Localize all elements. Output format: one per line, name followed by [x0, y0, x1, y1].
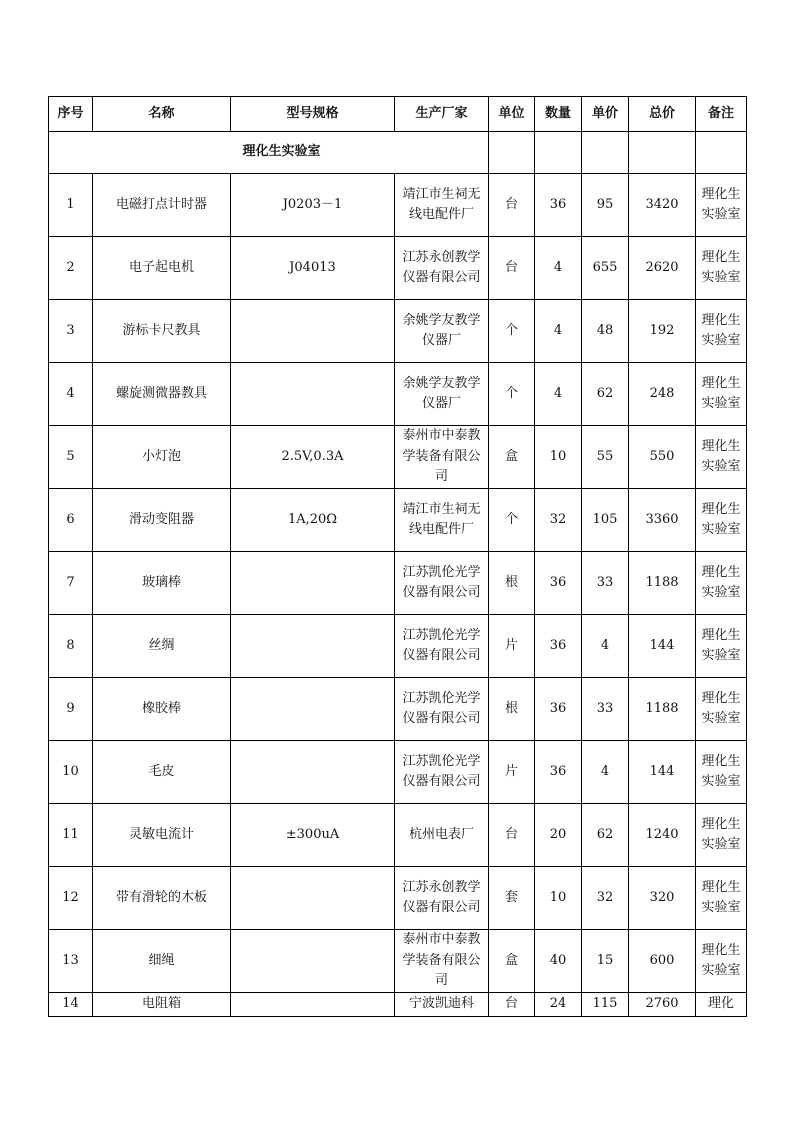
item-name: 滑动变阻器 — [93, 489, 231, 552]
item-total: 144 — [629, 615, 696, 678]
item-name: 毛皮 — [93, 741, 231, 804]
item-quantity: 32 — [535, 489, 582, 552]
item-maker: 江苏永创教学仪器有限公司 — [395, 237, 489, 300]
table-row — [49, 930, 747, 993]
row-number: 5 — [49, 426, 93, 489]
header-cell: 单位 — [489, 97, 535, 132]
row-number: 11 — [49, 804, 93, 867]
item-price: 655 — [582, 237, 629, 300]
item-unit: 片 — [489, 615, 535, 678]
item-price: 62 — [582, 804, 629, 867]
item-maker: 余姚学友教学仪器厂 — [395, 363, 489, 426]
item-spec — [231, 552, 395, 615]
row-number: 8 — [49, 615, 93, 678]
item-total: 144 — [629, 741, 696, 804]
item-total: 320 — [629, 867, 696, 930]
item-note: 理化生实验室 — [696, 930, 747, 993]
item-note: 理化生实验室 — [696, 615, 747, 678]
item-name: 带有滑轮的木板 — [93, 867, 231, 930]
row-number: 6 — [49, 489, 93, 552]
table-cell — [582, 132, 629, 174]
table-cell — [696, 132, 747, 174]
item-note: 理化生实验室 — [696, 237, 747, 300]
item-maker: 江苏永创教学仪器有限公司 — [395, 867, 489, 930]
item-name: 细绳 — [93, 930, 231, 993]
item-unit: 盒 — [489, 426, 535, 489]
row-number: 2 — [49, 237, 93, 300]
item-maker: 余姚学友教学仪器厂 — [395, 300, 489, 363]
item-maker: 泰州市中泰教学装备有限公司 — [395, 426, 489, 489]
item-spec: ±300uA — [231, 804, 395, 867]
table-row — [49, 678, 747, 741]
item-unit: 根 — [489, 678, 535, 741]
item-quantity: 36 — [535, 552, 582, 615]
table-row — [49, 363, 747, 426]
item-maker: 江苏凯伦光学仪器有限公司 — [395, 552, 489, 615]
row-number: 10 — [49, 741, 93, 804]
item-unit: 个 — [489, 300, 535, 363]
item-quantity: 36 — [535, 678, 582, 741]
item-note: 理化生实验室 — [696, 426, 747, 489]
item-note: 理化 — [696, 993, 747, 1017]
item-note: 理化生实验室 — [696, 489, 747, 552]
item-maker: 江苏凯伦光学仪器有限公司 — [395, 741, 489, 804]
item-total: 248 — [629, 363, 696, 426]
item-quantity: 24 — [535, 993, 582, 1017]
item-note: 理化生实验室 — [696, 363, 747, 426]
item-unit: 台 — [489, 993, 535, 1017]
item-maker: 江苏凯伦光学仪器有限公司 — [395, 615, 489, 678]
item-spec — [231, 993, 395, 1017]
table-row — [49, 552, 747, 615]
item-spec — [231, 300, 395, 363]
item-name: 小灯泡 — [93, 426, 231, 489]
row-number: 14 — [49, 993, 93, 1017]
item-price: 115 — [582, 993, 629, 1017]
item-price: 4 — [582, 615, 629, 678]
item-spec: J04013 — [231, 237, 395, 300]
item-name: 电磁打点计时器 — [93, 174, 231, 237]
item-quantity: 4 — [535, 363, 582, 426]
item-name: 电阻箱 — [93, 993, 231, 1017]
item-note: 理化生实验室 — [696, 552, 747, 615]
header-cell: 备注 — [696, 97, 747, 132]
item-unit: 台 — [489, 237, 535, 300]
row-number: 3 — [49, 300, 93, 363]
row-number: 13 — [49, 930, 93, 993]
item-unit: 个 — [489, 363, 535, 426]
item-note: 理化生实验室 — [696, 741, 747, 804]
item-note: 理化生实验室 — [696, 867, 747, 930]
item-maker: 泰州市中泰教学装备有限公司 — [395, 930, 489, 993]
header-cell: 总价 — [629, 97, 696, 132]
item-total: 550 — [629, 426, 696, 489]
item-unit: 台 — [489, 804, 535, 867]
item-spec — [231, 363, 395, 426]
row-number: 4 — [49, 363, 93, 426]
item-spec: 2.5V,0.3A — [231, 426, 395, 489]
item-price: 62 — [582, 363, 629, 426]
item-unit: 台 — [489, 174, 535, 237]
item-total: 1188 — [629, 552, 696, 615]
item-unit: 盒 — [489, 930, 535, 993]
equipment-table — [48, 96, 747, 1017]
item-name: 丝绸 — [93, 615, 231, 678]
item-spec — [231, 678, 395, 741]
item-spec: J0203－1 — [231, 174, 395, 237]
item-price: 33 — [582, 552, 629, 615]
item-total: 3420 — [629, 174, 696, 237]
item-total: 2620 — [629, 237, 696, 300]
item-quantity: 40 — [535, 930, 582, 993]
item-total: 1240 — [629, 804, 696, 867]
section-title: 理化生实验室 — [49, 132, 489, 174]
item-maker: 靖江市生祠无线电配件厂 — [395, 174, 489, 237]
item-unit: 根 — [489, 552, 535, 615]
header-cell: 型号规格 — [231, 97, 395, 132]
item-price: 4 — [582, 741, 629, 804]
header-row — [49, 97, 747, 132]
table-row — [49, 426, 747, 489]
table-row — [49, 804, 747, 867]
header-cell: 序号 — [49, 97, 93, 132]
item-total: 1188 — [629, 678, 696, 741]
table-row — [49, 300, 747, 363]
item-name: 电子起电机 — [93, 237, 231, 300]
section-row — [49, 132, 747, 174]
item-price: 15 — [582, 930, 629, 993]
item-quantity: 36 — [535, 615, 582, 678]
item-name: 螺旋测微器教具 — [93, 363, 231, 426]
table-row — [49, 489, 747, 552]
item-name: 游标卡尺教具 — [93, 300, 231, 363]
table-cell — [489, 132, 535, 174]
table-row — [49, 174, 747, 237]
item-note: 理化生实验室 — [696, 300, 747, 363]
item-maker: 江苏凯伦光学仪器有限公司 — [395, 678, 489, 741]
item-name: 玻璃棒 — [93, 552, 231, 615]
item-total: 600 — [629, 930, 696, 993]
item-quantity: 4 — [535, 300, 582, 363]
item-unit: 个 — [489, 489, 535, 552]
item-quantity: 20 — [535, 804, 582, 867]
header-cell: 名称 — [93, 97, 231, 132]
item-maker: 宁波凯迪科 — [395, 993, 489, 1017]
item-quantity: 36 — [535, 174, 582, 237]
row-number: 1 — [49, 174, 93, 237]
item-price: 48 — [582, 300, 629, 363]
row-number: 7 — [49, 552, 93, 615]
item-note: 理化生实验室 — [696, 804, 747, 867]
item-note: 理化生实验室 — [696, 174, 747, 237]
table-row — [49, 867, 747, 930]
item-quantity: 10 — [535, 867, 582, 930]
item-quantity: 10 — [535, 426, 582, 489]
table-row — [49, 993, 747, 1017]
item-price: 32 — [582, 867, 629, 930]
item-maker: 杭州电表厂 — [395, 804, 489, 867]
item-quantity: 4 — [535, 237, 582, 300]
row-number: 9 — [49, 678, 93, 741]
header-cell: 单价 — [582, 97, 629, 132]
table-cell — [535, 132, 582, 174]
table-row — [49, 741, 747, 804]
item-name: 橡胶棒 — [93, 678, 231, 741]
item-spec — [231, 741, 395, 804]
row-number: 12 — [49, 867, 93, 930]
item-name: 灵敏电流计 — [93, 804, 231, 867]
item-spec — [231, 615, 395, 678]
item-price: 105 — [582, 489, 629, 552]
header-cell: 数量 — [535, 97, 582, 132]
item-total: 2760 — [629, 993, 696, 1017]
item-unit: 套 — [489, 867, 535, 930]
item-unit: 片 — [489, 741, 535, 804]
item-quantity: 36 — [535, 741, 582, 804]
item-spec — [231, 930, 395, 993]
item-price: 55 — [582, 426, 629, 489]
item-total: 192 — [629, 300, 696, 363]
item-price: 33 — [582, 678, 629, 741]
item-price: 95 — [582, 174, 629, 237]
item-note: 理化生实验室 — [696, 678, 747, 741]
item-spec — [231, 867, 395, 930]
item-maker: 靖江市生祠无线电配件厂 — [395, 489, 489, 552]
header-cell: 生产厂家 — [395, 97, 489, 132]
table-row — [49, 237, 747, 300]
table-row — [49, 615, 747, 678]
item-total: 3360 — [629, 489, 696, 552]
table-cell — [629, 132, 696, 174]
item-spec: 1A,20Ω — [231, 489, 395, 552]
